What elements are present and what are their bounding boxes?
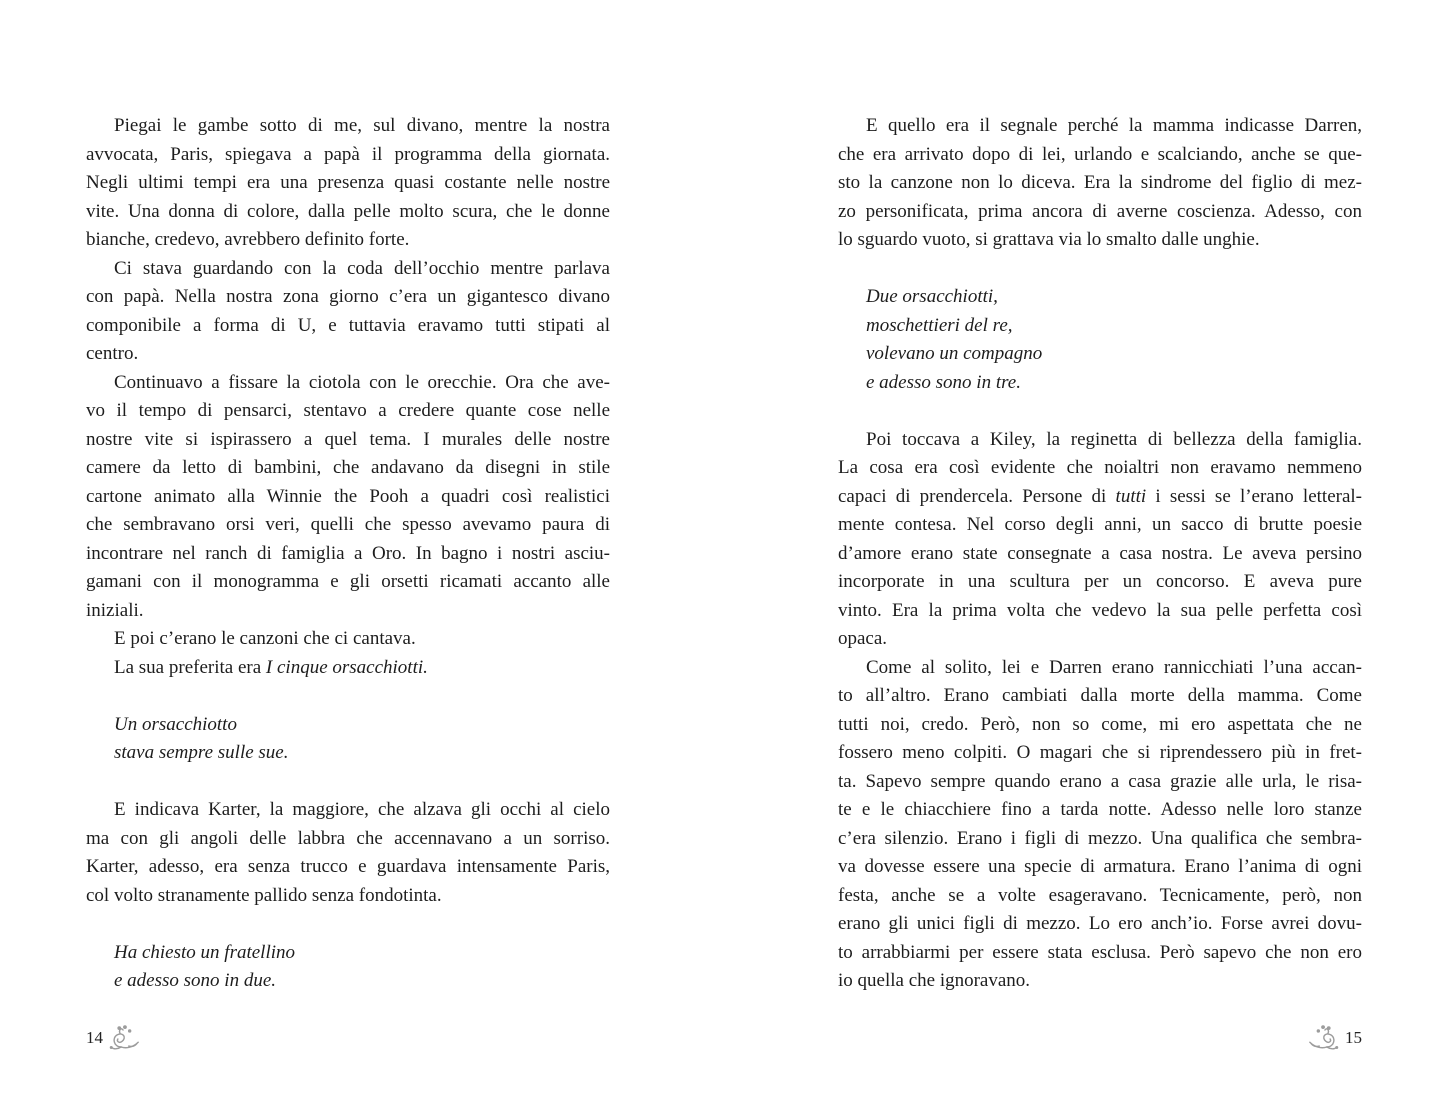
text-line: cartone animato alla Winnie the Pooh a quadri così realistici [86,485,610,507]
poem-line: Due orsacchiotti, [866,286,998,307]
text-line: capaci di prendercela. Persone di tutti i sessi se l’erano letteral- [838,485,1363,507]
text-line: con papà. Nella nostra zona giorno c’era un gigantesco divano [86,286,610,307]
page-right-text [838,112,1362,996]
text-line: sto la canzone non lo diceva. Era la sindrome del figlio di mez- [838,172,1362,193]
text-line: Poi toccava a Kiley, la reginetta di bellezza della famiglia. [866,428,1362,450]
poem-line: stava sempre sulle sue. [114,742,289,763]
text-line: festa, anche se a volte esageravano. Tecnicamente, però, non [838,884,1362,906]
text-line: io quella che ignoravano. [838,970,1031,991]
poem-line: Un orsacchiotto [114,713,237,735]
text-line: Come al solito, lei e Darren erano rannicchiati l’una accan- [866,656,1362,678]
text-line: che sembravano orsi veri, quelli che spesso avevamo paura di [86,514,610,535]
page-number-right: 15 [1345,1028,1362,1047]
text-line: col volto stranamente pallido senza fondotinta. [86,884,442,906]
text-line: ma con gli angoli delle labbra che accennavano a un sorriso. [86,827,610,849]
text-line: vinto. Era la prima volta che vedevo la sua pelle perfetta così [838,599,1362,621]
text-line: che era arrivato dopo di lei, urlando e scalciando, anche se que- [838,143,1362,165]
paragraph [86,112,610,255]
text-line: vite. Una donna di colore, dalla pelle molto scura, che le donne [86,200,610,222]
page-number-left: 14 [86,1028,103,1047]
text-line: lo sguardo vuoto, si grattava via lo smalto dalle unghie. [838,229,1260,250]
paragraph [86,255,610,369]
text-line: componibile a forma di U, e tuttavia eravamo tutti stipati al [86,314,610,336]
poem-line: volevano un compagno [866,343,1043,364]
poem-line: Ha chiesto un fratellino [114,941,296,963]
text-line: E indicava Karter, la maggiore, che alzava gli occhi al cielo [114,799,610,820]
footer-right [1307,1021,1362,1055]
poem-stanza [838,283,1362,397]
text-line: E poi c’erano le canzoni che ci cantava. [114,628,416,649]
fleuron-icon [1307,1023,1341,1054]
text-line: gamani con il monogramma e gli orsetti ricamati accanto alle [86,571,610,592]
text-line: ta. Sapevo sempre quando erano a casa grazie alle urla, le risa- [838,770,1362,792]
text-line: centro. [86,343,139,364]
text-line: zo personificata, prima ancora di averne coscienza. Adesso, con [838,200,1362,222]
text-line: d’amore erano state consegnate a casa nostra. Le aveva persino [838,542,1362,564]
text-line: La cosa era così evidente che noialtri non eravamo nemmeno [838,457,1362,478]
text-line: vo il tempo di pensarci, stentavo a credere quante cose nelle [86,400,610,421]
text-line: avvocata, Paris, spiegava a papà il programma della giornata. [86,143,610,165]
paragraph [838,426,1362,654]
text-line: bianche, credevo, avrebbero definito forte. [86,229,410,250]
text-line: La sua preferita era I cinque orsacchiotti. [114,656,428,678]
text-line: iniziali. [86,599,144,621]
poem-line: e adesso sono in tre. [866,371,1021,393]
text-line: incontrare nel ranch di famiglia a Oro. In bagno i nostri asciu- [86,542,610,564]
paragraph [838,654,1362,996]
text-line: camere da letto di bambini, che andavano da disegni in stile [86,457,610,478]
text-line: opaca. [838,628,888,649]
text-line: mente contesa. Nel corso degli anni, un sacco di brutte poesie [838,514,1362,535]
paragraph [86,369,610,626]
poem-line: e adesso sono in due. [114,970,277,991]
text-line: Ci stava guardando con la coda dell’occhio mentre parlava [114,257,610,279]
text-line: Karter, adesso, era senza trucco e guardava intensamente Paris, [86,856,610,877]
text-line: to all’altro. Erano cambiati dalla morte della mamma. Come [838,685,1362,706]
text-line: erano gli unici figli di mezzo. Lo ero anch’io. Forse avrei dovu- [838,913,1362,934]
text-line: tutti noi, credo. Però, non so come, mi ero aspettata che ne [838,713,1362,735]
poem-line: moschettieri del re, [866,314,1013,336]
paragraph [86,625,610,654]
poem-stanza [86,711,610,768]
paragraph [86,654,610,683]
footer-left [86,1021,141,1055]
paragraph [838,112,1362,255]
page-left-text [86,112,610,1024]
text-line: Continuavo a fissare la ciotola con le orecchie. Ora che ave- [114,371,610,393]
poem-stanza [86,939,610,996]
text-line: Negli ultimi tempi era una presenza quasi costante nelle nostre [86,172,610,193]
text-line: to arrabbiarmi per essere stata esclusa. Però sapevo che non ero [838,941,1362,963]
text-line: nostre vite si ispirassero a quel tema. I murales delle nostre [86,428,610,450]
text-line: c’era silenzio. Erano i figli di mezzo. Una qualifica che sembra- [838,827,1362,849]
text-line: E quello era il segnale perché la mamma indicasse Darren, [866,115,1362,136]
text-line: va dovesse essere una specie di armatura. Erano l’anima di ogni [838,856,1362,877]
fleuron-icon [107,1023,141,1054]
text-line: te e le chiacchiere fino a tarda notte. Adesso nelle loro stanze [838,799,1362,820]
paragraph [86,796,610,910]
text-line: incorporate in una scultura per un concorso. E aveva pure [838,571,1362,592]
text-line: Piegai le gambe sotto di me, sul divano, mentre la nostra [114,115,610,136]
text-line: fossero meno colpiti. O magari che si riprendessero più in fret- [838,742,1362,763]
